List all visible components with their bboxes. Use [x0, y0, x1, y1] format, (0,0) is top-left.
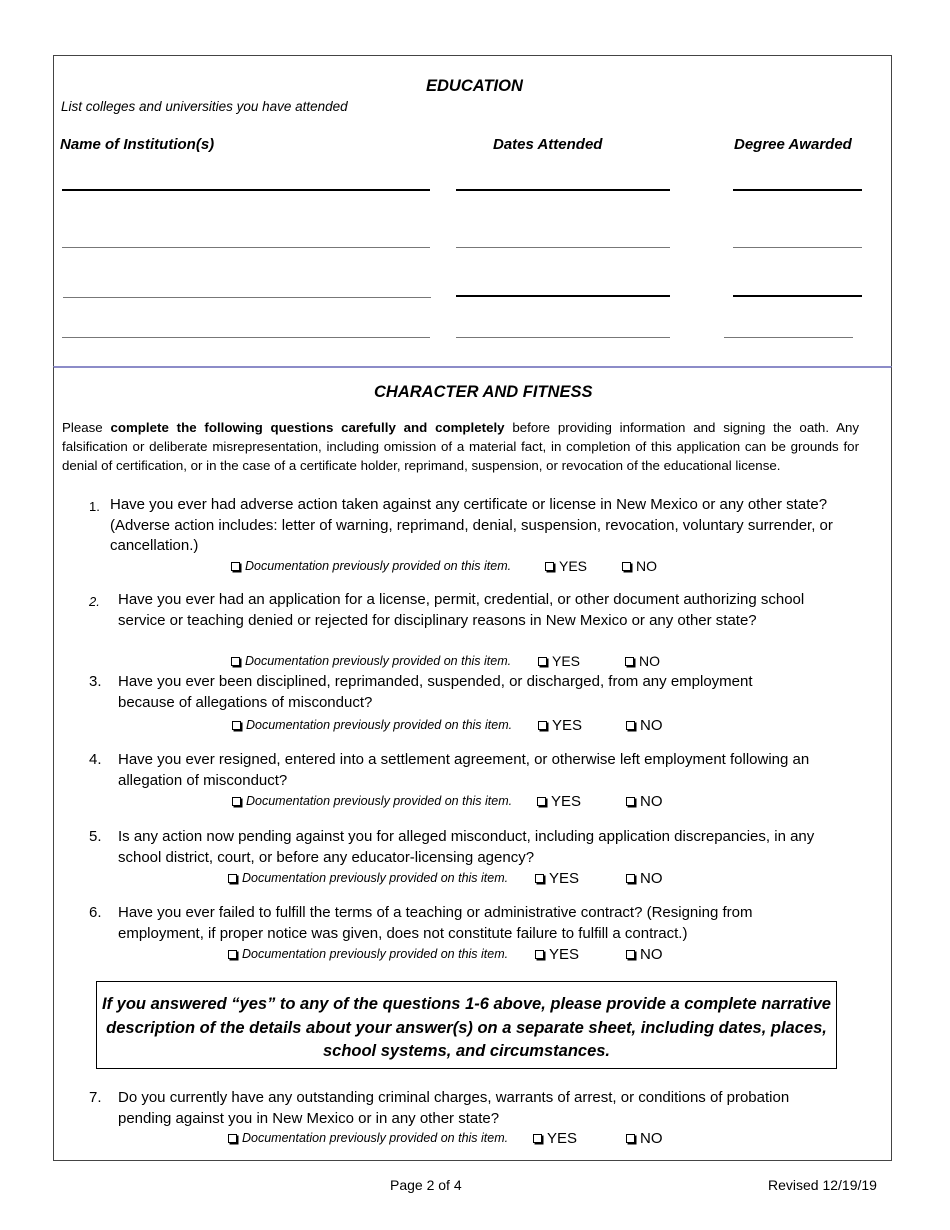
col-institution-header: Name of Institution(s)	[60, 136, 215, 153]
checkbox-icon[interactable]	[626, 797, 635, 806]
checkbox-icon[interactable]	[228, 874, 237, 883]
education-subtitle: List colleges and universities you have attended	[61, 99, 348, 114]
checkbox-icon[interactable]	[626, 874, 635, 883]
checkbox-icon[interactable]	[231, 562, 240, 571]
institution-line-2[interactable]	[62, 247, 430, 248]
checkbox-icon[interactable]	[626, 721, 635, 730]
q3-yes-option[interactable]: YES	[538, 717, 582, 734]
question-7-text: Do you currently have any outstanding criminal charges, warrants of arrest, or conditions of probation pending against you in New Mexico or in any other state?	[118, 1089, 790, 1127]
degree-line-4[interactable]	[724, 337, 853, 338]
question-number: 6.	[89, 904, 102, 921]
q3-documentation-option[interactable]: Documentation previously provided on this item.	[232, 718, 512, 732]
checkbox-icon[interactable]	[232, 721, 241, 730]
q2-no-option[interactable]: NO	[625, 653, 660, 669]
institution-line-4[interactable]	[62, 337, 430, 338]
education-title: EDUCATION	[426, 77, 523, 95]
dates-line-2[interactable]	[456, 247, 670, 248]
checkbox-icon[interactable]	[228, 950, 237, 959]
degree-line-1[interactable]	[733, 189, 862, 191]
q4-no-option[interactable]: NO	[626, 793, 663, 810]
degree-line-3[interactable]	[733, 295, 862, 297]
q5-yes-option[interactable]: YES	[535, 870, 579, 887]
col-dates-header: Dates Attended	[493, 136, 603, 153]
q1-no-option[interactable]: NO	[622, 558, 657, 574]
institution-line-3[interactable]	[63, 297, 431, 298]
q6-no-option[interactable]: NO	[626, 946, 663, 963]
question-4-text: Have you ever resigned, entered into a settlement agreement, or otherwise left employment following an allegation of misconduct?	[118, 751, 810, 789]
dates-line-3[interactable]	[456, 295, 670, 297]
checkbox-icon[interactable]	[231, 657, 240, 666]
checkbox-icon[interactable]	[538, 657, 547, 666]
checkbox-icon[interactable]	[626, 1134, 635, 1143]
q7-documentation-option[interactable]: Documentation previously provided on this item.	[228, 1131, 508, 1145]
q7-yes-option[interactable]: YES	[533, 1130, 577, 1147]
checkbox-icon[interactable]	[232, 797, 241, 806]
question-1-text: Have you ever had adverse action taken against any certificate or license in New Mexico or any other state? (Adverse action includes: letter of warning, reprimand, denial, suspension, revocation, voluntary surrender, or cancellation.)	[110, 496, 833, 554]
q2-documentation-option[interactable]: Documentation previously provided on this item.	[231, 654, 511, 668]
checkbox-icon[interactable]	[622, 562, 631, 571]
q5-no-option[interactable]: NO	[626, 870, 663, 887]
question-number: 3.	[89, 673, 102, 690]
dates-line-4[interactable]	[456, 337, 670, 338]
dates-line-1[interactable]	[456, 189, 670, 191]
q6-yes-option[interactable]: YES	[535, 946, 579, 963]
checkbox-icon[interactable]	[625, 657, 634, 666]
question-3-text: Have you ever been disciplined, reprimanded, suspended, or discharged, from any employment because of allegations of misconduct?	[118, 673, 753, 711]
q7-no-option[interactable]: NO	[626, 1130, 663, 1147]
q3-no-option[interactable]: NO	[626, 717, 663, 734]
character-intro: Please complete the following questions carefully and completely before providing information and signing the oath. Any falsification or deliberate misrepresentation, including omission of a material fact, in completion of this application can be grounds for denial of certification, or in the case of a certificate holder, reprimand, suspension, or revocation of the educational license.	[62, 420, 859, 473]
revision-date: Revised 12/19/19	[768, 1177, 877, 1193]
q5-documentation-option[interactable]: Documentation previously provided on this item.	[228, 871, 508, 885]
yes-answer-notice: If you answered “yes” to any of the questions 1-6 above, please provide a complete narrative description of the details about your answer(s) on a separate sheet, including dates, places, school systems, and circumstances.	[96, 981, 837, 1069]
checkbox-icon[interactable]	[537, 797, 546, 806]
q6-documentation-option[interactable]: Documentation previously provided on this item.	[228, 947, 508, 961]
question-6-text: Have you ever failed to fulfill the terms of a teaching or administrative contract? (Resigning from employment, if proper notice was given, does not constitute failure to fulfill a contract.)	[118, 904, 753, 942]
question-number: 1.	[89, 499, 100, 514]
q4-yes-option[interactable]: YES	[537, 793, 581, 810]
degree-line-2[interactable]	[733, 247, 862, 248]
question-number: 7.	[89, 1089, 102, 1106]
question-2-text: Have you ever had an application for a license, permit, credential, or other document authorizing school service or teaching denied or rejected for disciplinary reasons in New Mexico or any other state?	[118, 591, 805, 629]
checkbox-icon[interactable]	[535, 950, 544, 959]
character-title: CHARACTER AND FITNESS	[374, 383, 593, 401]
page-number: Page 2 of 4	[390, 1177, 462, 1193]
col-degree-header: Degree Awarded	[734, 136, 852, 153]
question-number: 5.	[89, 828, 102, 845]
checkbox-icon[interactable]	[535, 874, 544, 883]
checkbox-icon[interactable]	[533, 1134, 542, 1143]
institution-line-1[interactable]	[62, 189, 430, 191]
q2-yes-option[interactable]: YES	[538, 653, 580, 669]
checkbox-icon[interactable]	[538, 721, 547, 730]
checkbox-icon[interactable]	[228, 1134, 237, 1143]
question-number: 2.	[89, 594, 100, 609]
checkbox-icon[interactable]	[626, 950, 635, 959]
q1-documentation-option[interactable]: Documentation previously provided on this item.	[231, 559, 511, 573]
q1-yes-option[interactable]: YES	[545, 558, 587, 574]
question-5-text: Is any action now pending against you for alleged misconduct, including application discrepancies, in any school district, court, or before any educator-licensing agency?	[118, 828, 815, 866]
question-number: 4.	[89, 751, 102, 768]
checkbox-icon[interactable]	[545, 562, 554, 571]
q4-documentation-option[interactable]: Documentation previously provided on this item.	[232, 794, 512, 808]
